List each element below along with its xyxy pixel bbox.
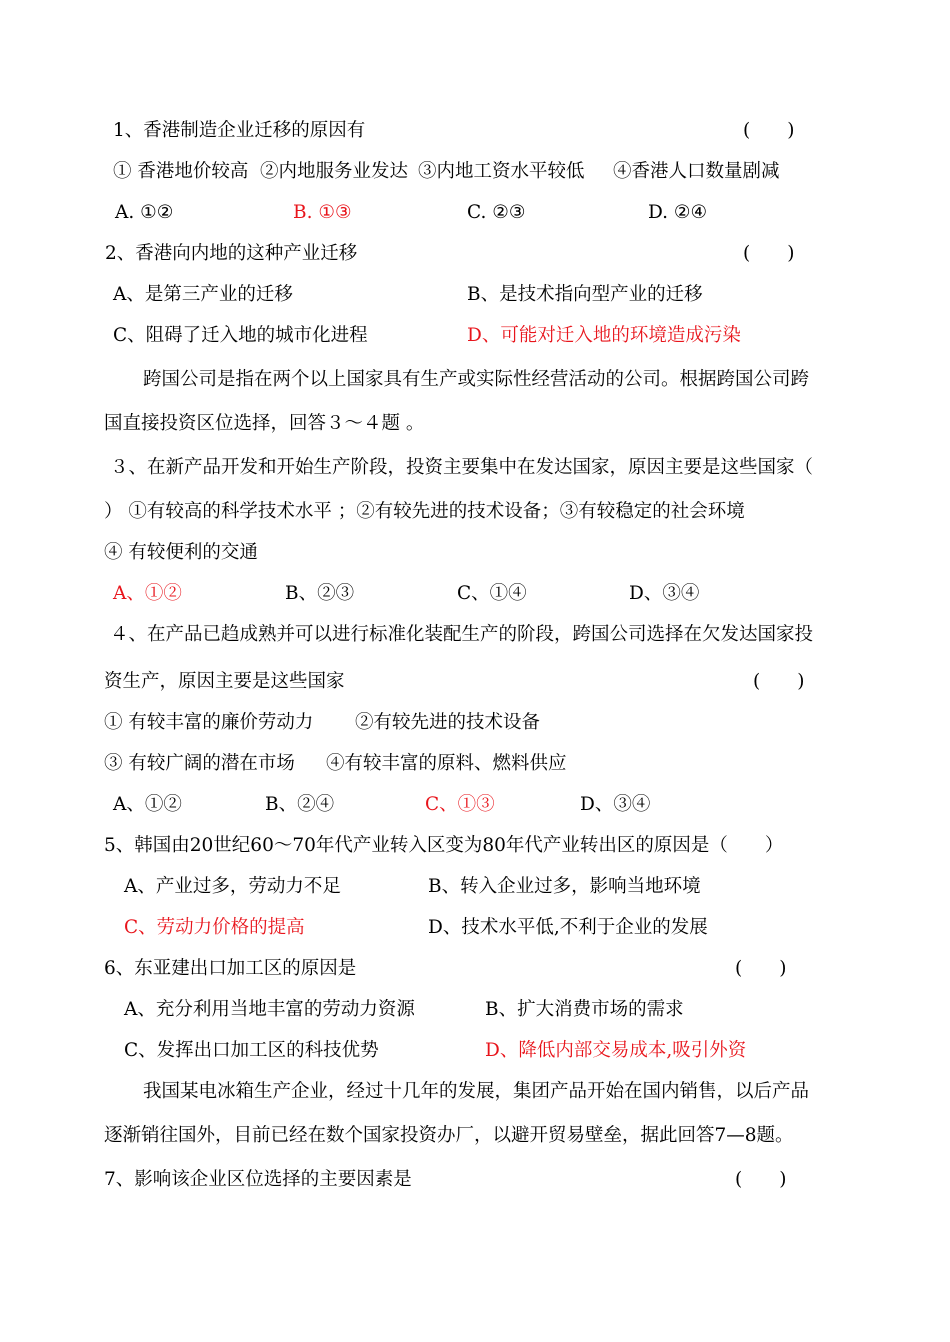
- q5-option-c-correct: C、劳动力价格的提高: [124, 917, 305, 938]
- passage1-line-2: 国直接投资区位选择，回答３～４题 。: [104, 413, 425, 434]
- q5-option-a: A、产业过多，劳动力不足: [124, 876, 341, 897]
- q5-stem: 5、韩国由20世纪60～70年代产业转入区变为80年代产业转出区的原因是（ ）: [104, 835, 784, 856]
- q4-option-b: B、②④: [265, 794, 335, 815]
- q4-option-a: A、①②: [113, 794, 182, 815]
- passage2-line-2: 逐渐销往国外，目前已经在数个国家投资办厂，以避开贸易壁垒，据此回答7—8题。: [104, 1125, 794, 1146]
- q4-option-d: D、③④: [580, 794, 651, 815]
- q3-statement-4: ④ 有较便利的交通: [104, 542, 258, 563]
- q1-statement-4: ④香港人口数量剧减: [613, 161, 780, 182]
- q5-option-d: D、技术水平低,不利于企业的发展: [428, 917, 708, 938]
- q1-stem: 1、香港制造企业迁移的原因有: [113, 120, 366, 141]
- q2-option-b: B、是技术指向型产业的迁移: [467, 284, 703, 305]
- q1-option-d: D. ②④: [648, 202, 708, 223]
- q3-option-c: C、①④: [457, 583, 527, 604]
- q1-option-c: C. ②③: [467, 202, 526, 223]
- q6-option-d-correct: D、降低内部交易成本,吸引外资: [485, 1040, 747, 1061]
- q3-option-a-correct: A、①②: [113, 583, 182, 604]
- q1-option-b-correct: B. ①③: [293, 202, 352, 223]
- q6-option-b: B、扩大消费市场的需求: [485, 999, 684, 1020]
- q2-option-c: C、阻碍了迁入地的城市化进程: [113, 325, 368, 346]
- q4-stem-line-2: 资生产，原因主要是这些国家: [104, 671, 345, 692]
- q2-option-a: A、是第三产业的迁移: [113, 284, 293, 305]
- q4-statement-4: ④有较丰富的原料、燃料供应: [326, 753, 567, 774]
- passage2-line-1: 我国某电冰箱生产企业，经过十几年的发展，集团产品开始在国内销售，以后产品: [143, 1081, 810, 1102]
- q7-stem: 7、影响该企业区位选择的主要因素是: [104, 1169, 412, 1190]
- q6-stem: 6、东亚建出口加工区的原因是: [104, 958, 357, 979]
- q6-answer-bracket: ( ): [735, 958, 787, 979]
- q1-option-a: A. ①②: [115, 202, 174, 223]
- q1-statement-2: ②内地服务业发达: [260, 161, 409, 182]
- q4-option-c-correct: C、①③: [425, 794, 495, 815]
- q7-answer-bracket: ( ): [735, 1169, 787, 1190]
- q1-answer-bracket: ( ): [743, 120, 795, 141]
- q5-option-b: B、转入企业过多，影响当地环境: [428, 876, 701, 897]
- q2-stem: 2、香港向内地的这种产业迁移: [105, 243, 358, 264]
- q3-stem: ３、在新产品开发和开始生产阶段，投资主要集中在发达国家，原因主要是这些国家（: [110, 457, 814, 478]
- q1-statement-3: ③内地工资水平较低: [418, 161, 585, 182]
- q3-statements-line: ） ①有较高的科学技术水平 ；②有较先进的技术设备；③有较稳定的社会环境: [104, 501, 745, 522]
- q3-option-d: D、③④: [629, 583, 700, 604]
- passage1-line-1: 跨国公司是指在两个以上国家具有生产或实际性经营活动的公司。根据跨国公司跨: [143, 369, 810, 390]
- q4-answer-bracket: ( ): [753, 671, 805, 692]
- q6-option-a: A、充分利用当地丰富的劳动力资源: [124, 999, 415, 1020]
- q6-option-c: C、发挥出口加工区的科技优势: [124, 1040, 379, 1061]
- q1-statement-1: ① 香港地价较高: [113, 161, 249, 182]
- q2-option-d-correct: D、可能对迁入地的环境造成污染: [467, 325, 741, 346]
- q4-statement-3: ③ 有较广阔的潜在市场: [104, 753, 295, 774]
- q4-stem: ４、在产品已趋成熟并可以进行标准化装配生产的阶段，跨国公司选择在欠发达国家投: [110, 624, 814, 645]
- q2-answer-bracket: ( ): [743, 243, 795, 264]
- q3-option-b: B、②③: [285, 583, 355, 604]
- q4-statement-1: ① 有较丰富的廉价劳动力: [104, 712, 314, 733]
- q4-statement-2: ②有较先进的技术设备: [355, 712, 541, 733]
